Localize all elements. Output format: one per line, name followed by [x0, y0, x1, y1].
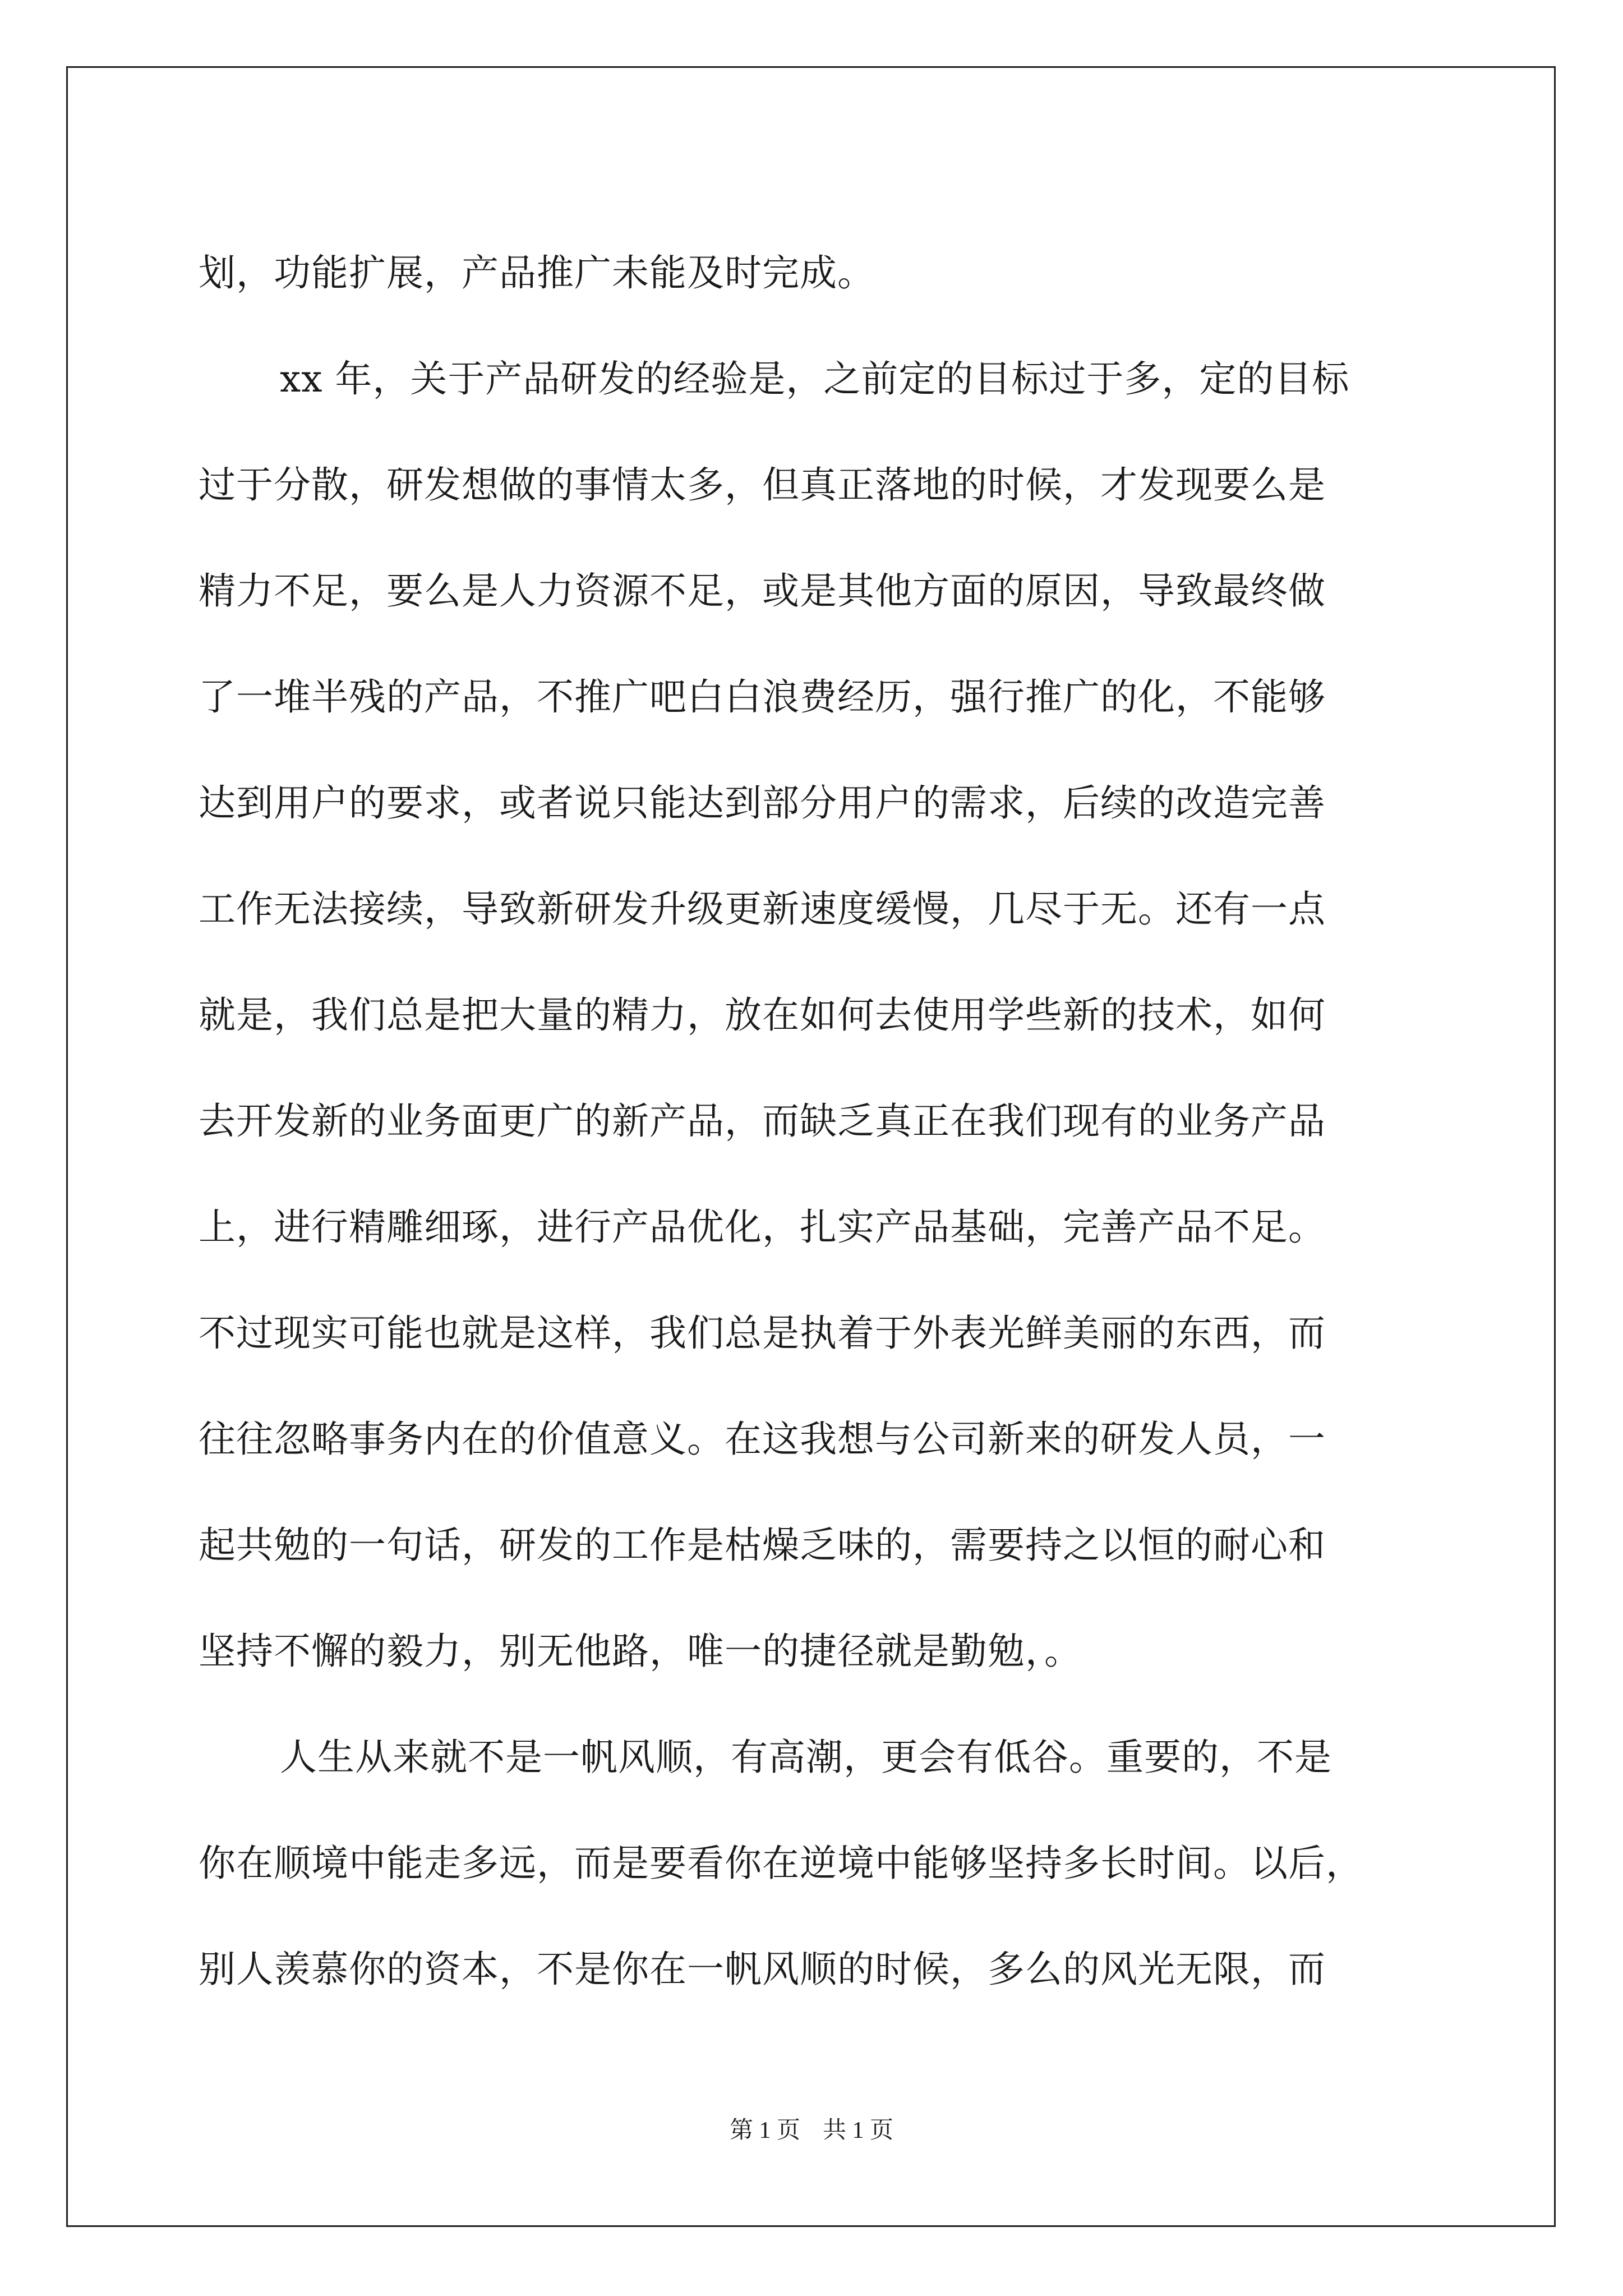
text-line: 你在顺境中能走多远，而是要看你在逆境中能够坚持多长时间。以后， — [199, 1842, 1363, 1885]
page-footer — [0, 2114, 1623, 2147]
page-number: 第 1 页 — [729, 2118, 800, 2143]
text-line: 精力不足，要么是人力资源不足，或是其他方面的原因，导致最终做 — [199, 569, 1326, 613]
text-line: 人生从来就不是一帆风顺，有高潮，更会有低谷。重要的，不是 — [280, 1736, 1332, 1779]
text-line: 去开发新的业务面更广的新产品，而缺乏真正在我们现有的业务产品 — [199, 1099, 1326, 1143]
text-line: 就是，我们总是把大量的精力，放在如何去使用学些新的技术，如何 — [199, 993, 1326, 1037]
text-line: 过于分散，研发想做的事情太多，但真正落地的时候，才发现要么是 — [199, 463, 1326, 507]
text-line: 划，功能扩展，产品推广未能及时完成。 — [199, 251, 875, 295]
text-line: xx 年，关于产品研发的经验是，之前定的目标过于多，定的目标 — [280, 357, 1350, 401]
text-line: 不过现实可能也就是这样，我们总是执着于外表光鲜美丽的东西，而 — [199, 1312, 1326, 1355]
text-line: 工作无法接续，导致新研发升级更新速度缓慢，几尽于无。还有一点 — [199, 887, 1326, 931]
text-line: 往往忽略事务内在的价值意义。在这我想与公司新来的研发人员，一 — [199, 1418, 1326, 1461]
page-count: 共 1 页 — [823, 2118, 894, 2143]
text-line: 起共勉的一句话，研发的工作是枯燥乏味的，需要持之以恒的耐心和 — [199, 1524, 1326, 1567]
text-line: 别人羡慕你的资本，不是你在一帆风顺的时候，多么的风光无限，而 — [199, 1948, 1326, 1991]
document-body — [199, 220, 1430, 2022]
text-line: 达到用户的要求，或者说只能达到部分用户的需求，后续的改造完善 — [199, 781, 1326, 825]
text-line: 上，进行精雕细琢，进行产品优化，扎实产品基础，完善产品不足。 — [199, 1205, 1326, 1249]
text-line: 坚持不懈的毅力，别无他路，唯一的捷径就是勤勉，。 — [199, 1630, 1082, 1673]
text-line: 了一堆半残的产品，不推广吧白白浪费经历，强行推广的化，不能够 — [199, 675, 1326, 719]
